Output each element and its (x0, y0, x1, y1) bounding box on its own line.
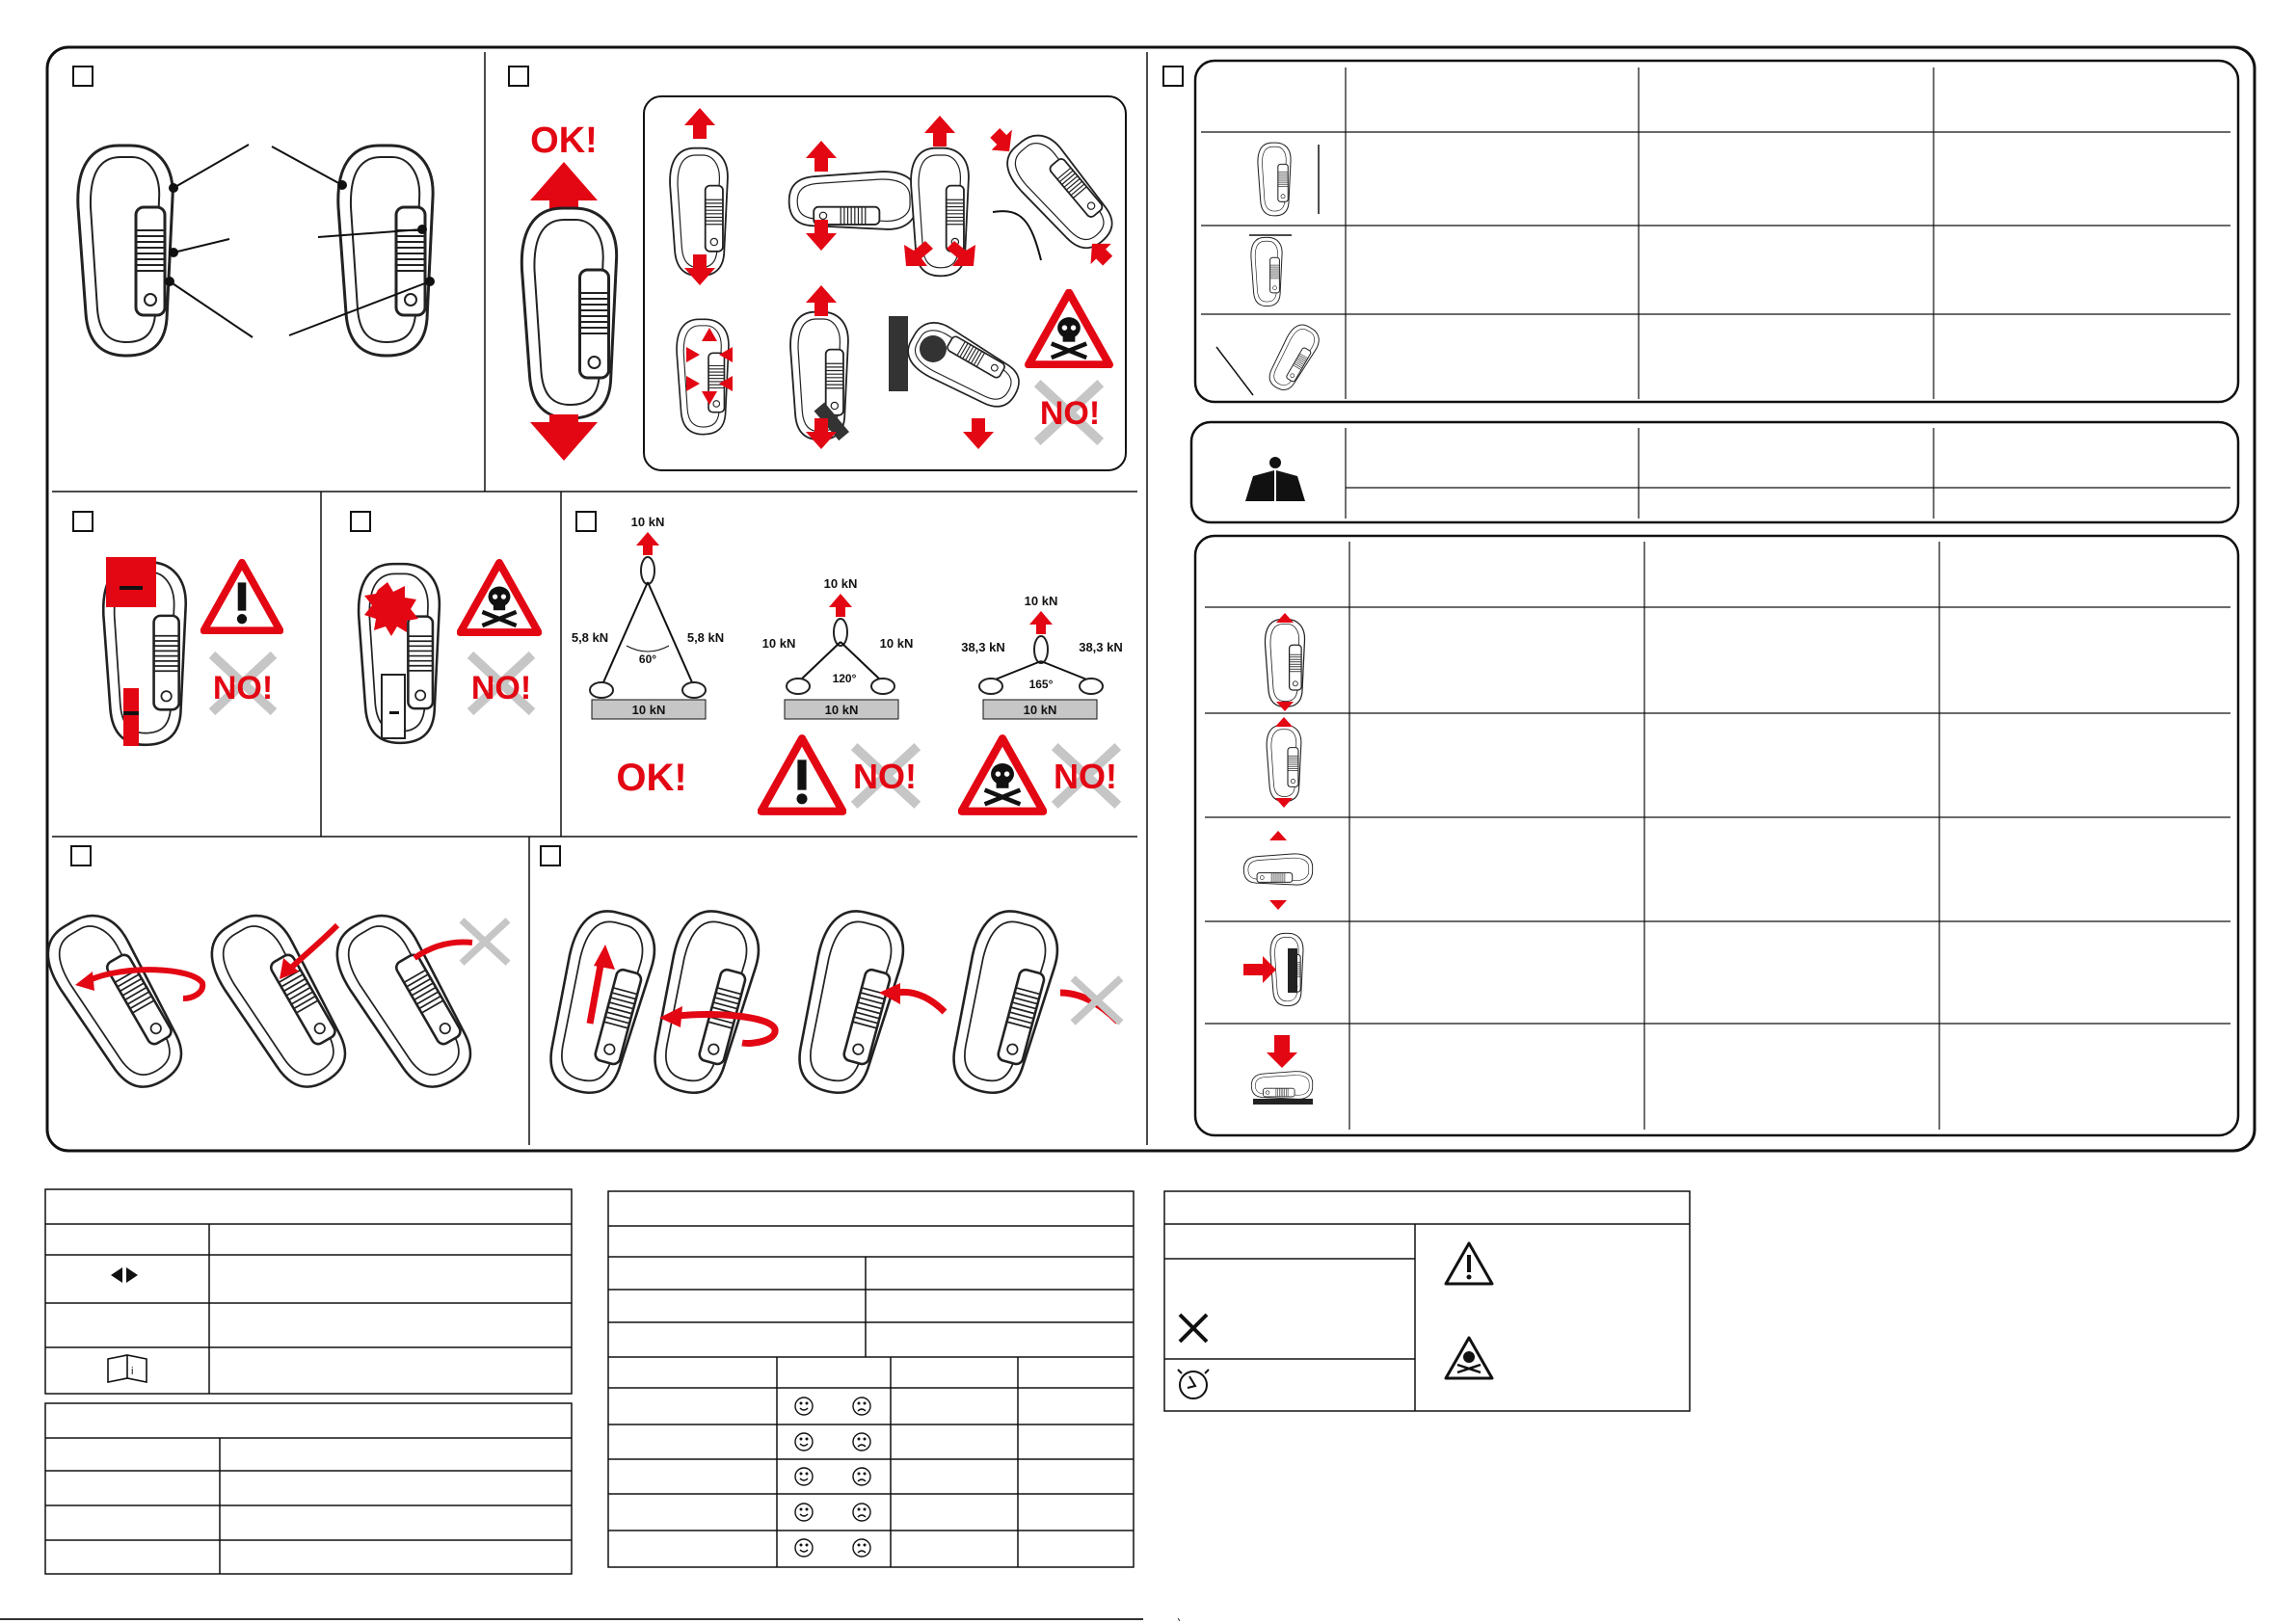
smiley-happy-icon (795, 1468, 813, 1485)
load-label: 10 kN (1023, 703, 1057, 717)
legend-table (1164, 1191, 1690, 1411)
smiley-happy-icon (795, 1504, 813, 1521)
angle-label: 165° (1028, 678, 1054, 691)
correct-loading (521, 120, 616, 461)
smiley-sad-icon (853, 1468, 870, 1485)
smiley-sad-icon (853, 1504, 870, 1521)
section-checkbox-1 (73, 67, 93, 86)
force-label: 10 kN (761, 636, 796, 651)
section-checkbox-2 (509, 67, 528, 86)
smiley-happy-icon (795, 1539, 813, 1557)
section-checkbox-8 (541, 846, 560, 865)
angle-label: 60° (638, 652, 657, 666)
sharp-edge-warning (103, 557, 280, 746)
angle-label: 120° (832, 672, 857, 685)
book-icon (1245, 470, 1305, 501)
load-label: 10 kN (631, 703, 666, 717)
warning-triangle-icon (1446, 1243, 1492, 1284)
nomenclature-diagram (78, 145, 434, 356)
clock-icon (1178, 1370, 1209, 1398)
force-label: 5,8 kN (571, 630, 609, 645)
strength-table (1195, 536, 2238, 1135)
ok-label: OK! (616, 757, 687, 799)
arrows-left-right-icon (111, 1267, 138, 1283)
locking-steps (536, 903, 1121, 1101)
section-checkbox-4 (73, 512, 93, 531)
section-checkbox-5 (351, 512, 370, 531)
book-icon (108, 1355, 147, 1382)
cross-icon (1180, 1315, 1207, 1342)
smiley-sad-icon (853, 1433, 870, 1451)
no-label: NO! (470, 670, 532, 706)
book-table (1191, 422, 2238, 522)
gate-operation-steps (35, 903, 508, 1103)
section-checkbox-7 (71, 846, 91, 865)
dimensions-table (1195, 61, 2238, 402)
skull-crossbones-icon (1446, 1338, 1492, 1378)
section-checkbox-3 (1163, 67, 1183, 86)
no-label: NO! (212, 670, 274, 706)
section-checkbox-6 (576, 512, 596, 531)
ok-label: OK! (530, 120, 598, 161)
marking-table (45, 1189, 572, 1394)
force-label: 10 kN (1024, 594, 1058, 608)
specification-table (45, 1403, 572, 1574)
force-label: 38,3 kN (1079, 640, 1123, 654)
no-label: NO! (853, 757, 917, 796)
svg-text:i: i (131, 1366, 134, 1377)
force-label: 5,8 kN (686, 630, 725, 645)
smiley-sad-icon (853, 1539, 870, 1557)
smiley-sad-icon (853, 1398, 870, 1415)
load-angle-diagrams (572, 515, 1123, 812)
force-label: 10 kN (879, 636, 914, 651)
incorrect-loading-grid (670, 108, 1124, 449)
force-label: 38,3 kN (961, 640, 1005, 654)
smiley-column (795, 1398, 870, 1557)
force-label: 10 kN (630, 515, 665, 529)
load-label: 10 kN (824, 703, 859, 717)
no-label: NO! (1039, 395, 1101, 432)
force-label: 10 kN (823, 576, 858, 591)
no-label: NO! (1054, 757, 1117, 796)
smiley-happy-icon (795, 1433, 813, 1451)
smiley-happy-icon (795, 1398, 813, 1415)
gate-loading-warning (359, 563, 538, 743)
